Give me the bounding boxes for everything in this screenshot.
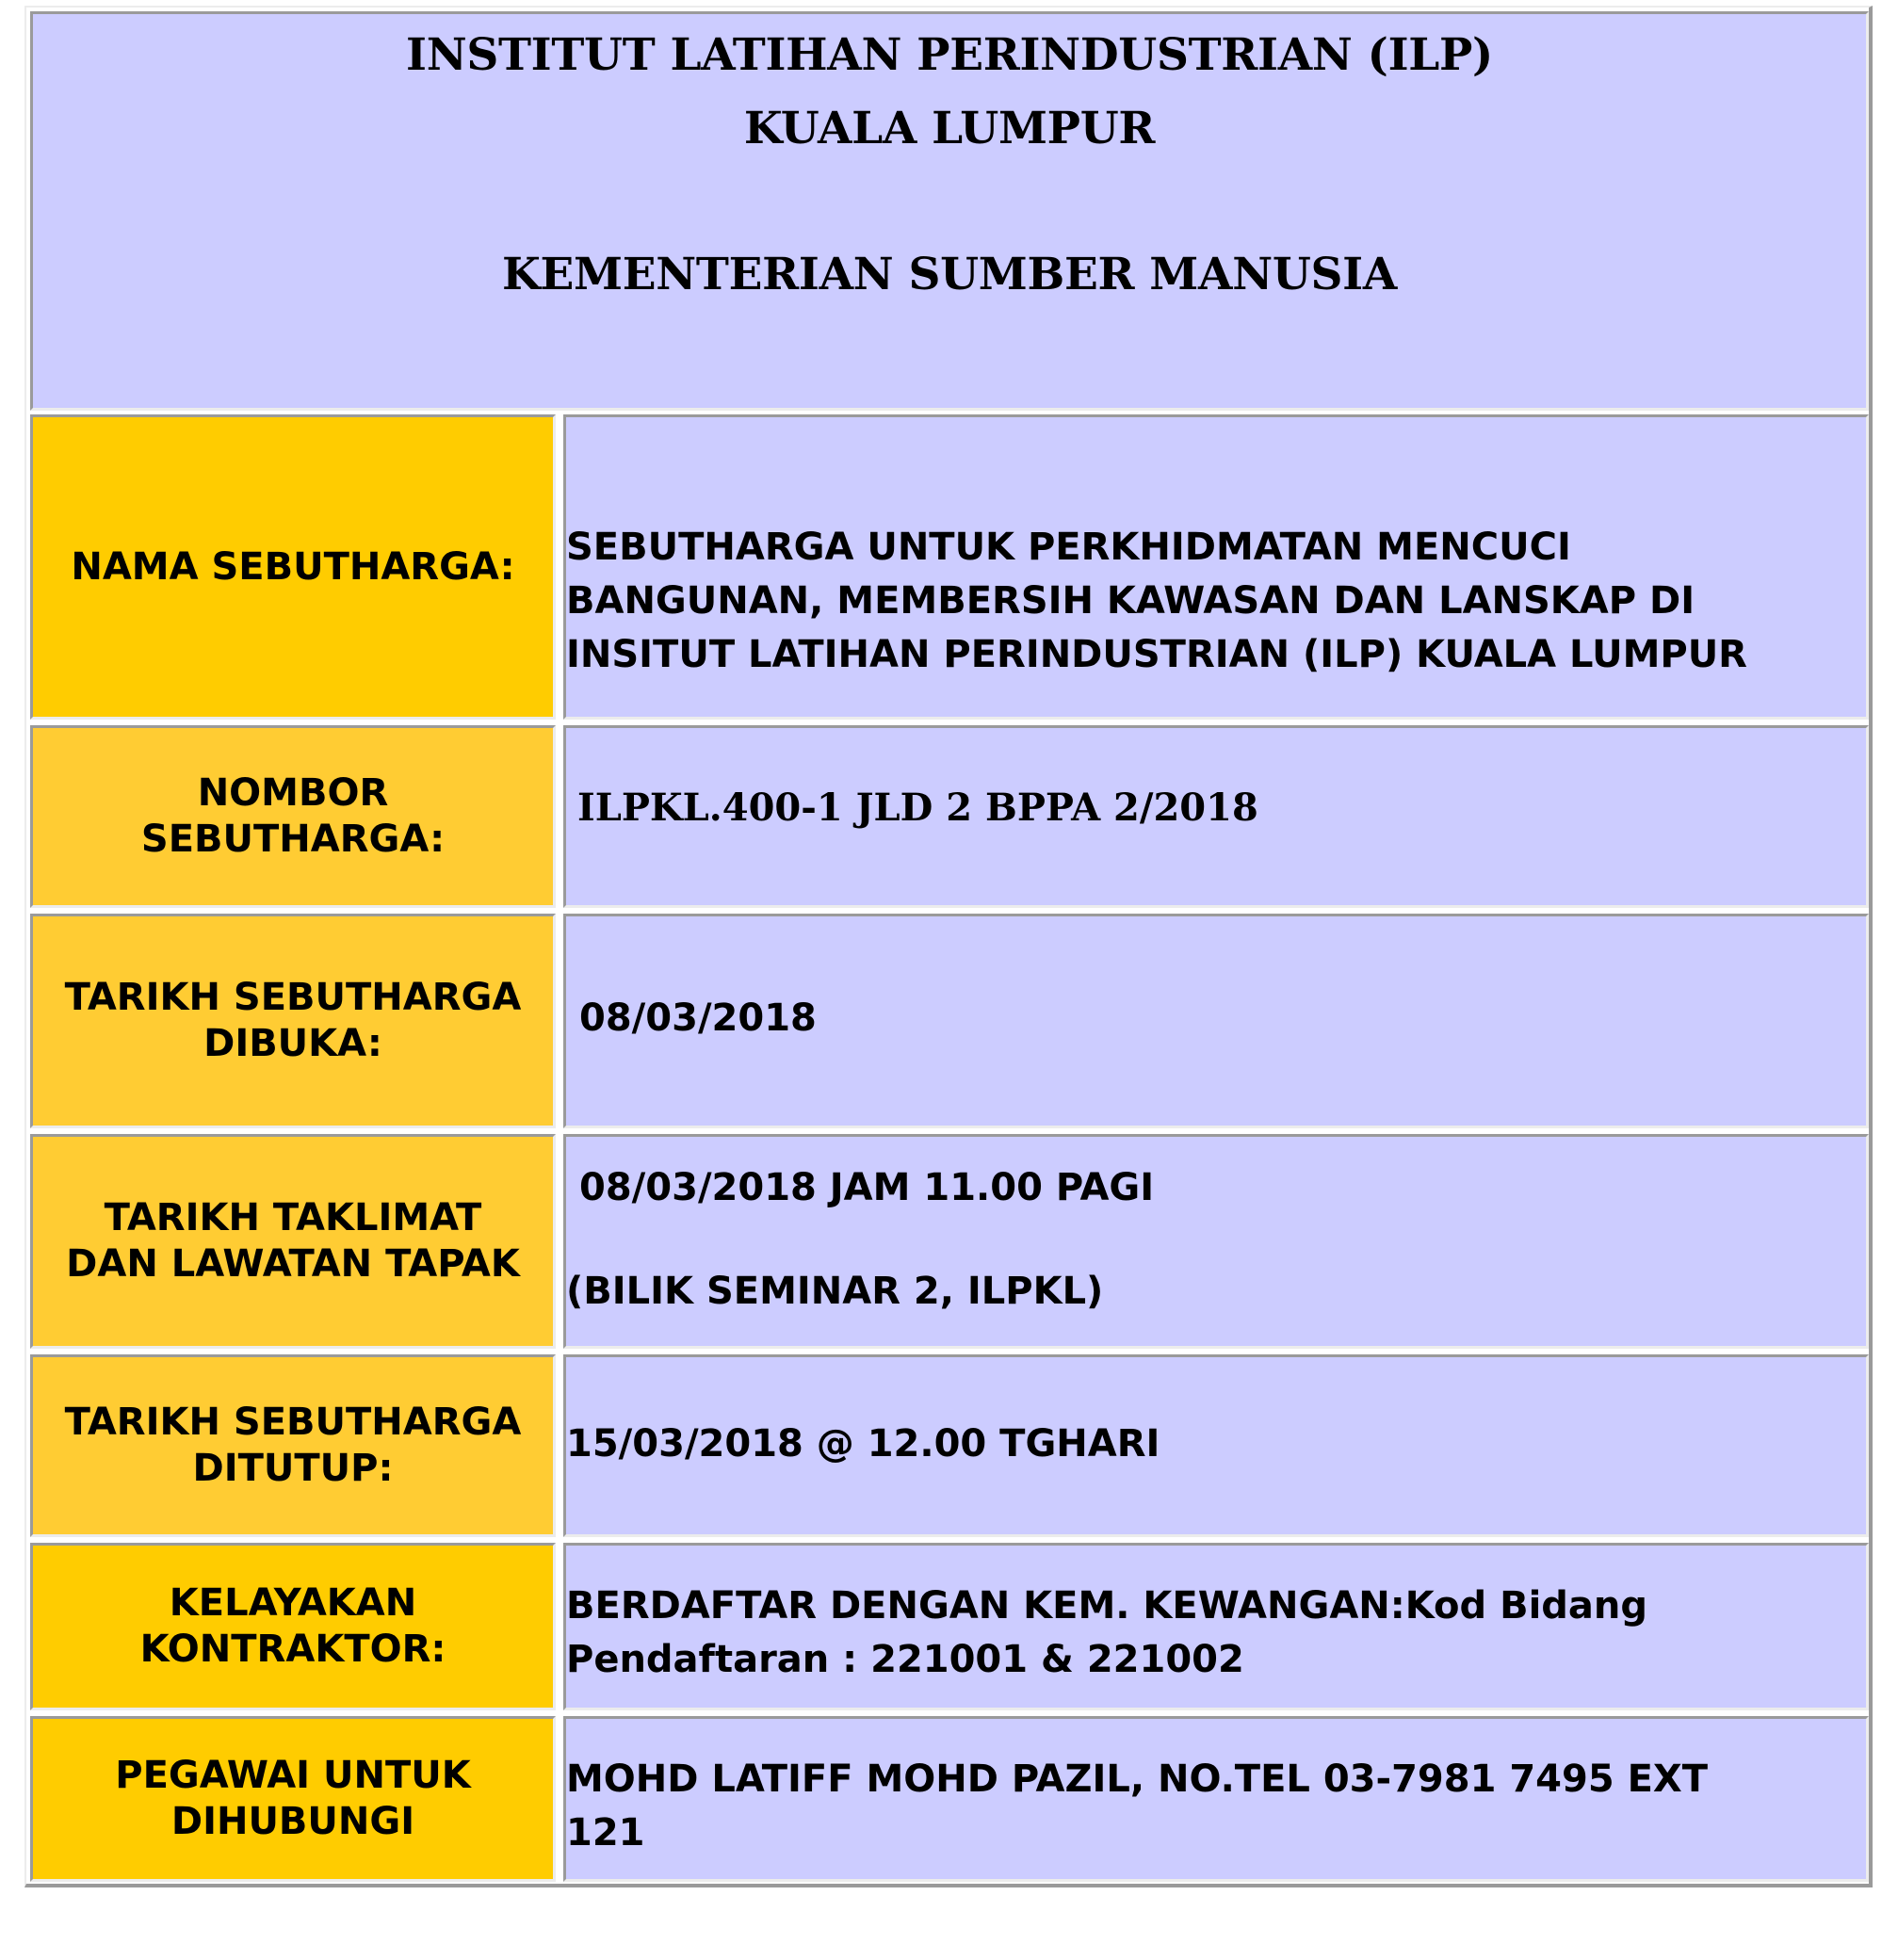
institute-location: KUALA LUMPUR (743, 103, 1156, 154)
header-cell (30, 11, 1869, 411)
label-nama-sebutharga (30, 414, 556, 720)
label-text: TARIKH SEBUTHARGA DITUTUP: (64, 1401, 522, 1490)
institute-title: INSTITUT LATIHAN PERINDUSTRIAN (ILP) (406, 29, 1493, 81)
value-tarikh-taklimat (563, 1134, 1869, 1349)
value-nama-sebutharga (563, 414, 1869, 720)
ministry-name: KEMENTERIAN SUMBER MANUSIA (501, 249, 1398, 300)
contact-officer-text: MOHD LATIFF MOHD PAZIL, NO.TEL 03-7981 7495 EXT 121 (566, 1758, 1709, 1855)
value-tarikh-dibuka (563, 914, 1869, 1128)
closing-date-text: 15/03/2018 @ 12.00 TGHARI (566, 1422, 1160, 1466)
label-nombor-sebutharga (30, 725, 556, 908)
tender-name-text: SEBUTHARGA UNTUK PERKHIDMATAN MENCUCI BANGUNAN, MEMBERSIH KAWASAN DAN LANSKAP DI INSITUT LATIHAN PERINDUSTRIAN (ILP) KUALA LUMPUR (566, 526, 1747, 676)
label-tarikh-dibuka (30, 914, 556, 1128)
briefing-date-text: 08/03/2018 JAM 11.00 PAGI (579, 1166, 1155, 1209)
tender-notice-table (24, 6, 1873, 1887)
value-pegawai-dihubungi (563, 1716, 1869, 1882)
label-tarikh-ditutup (30, 1354, 556, 1537)
value-kelayakan-kontraktor (563, 1543, 1869, 1710)
label-text: TARIKH SEBUTHARGA DIBUKA: (64, 976, 522, 1065)
briefing-venue-text: (BILIK SEMINAR 2, ILPKL) (566, 1270, 1104, 1313)
label-kelayakan-kontraktor (30, 1543, 556, 1710)
label-text: TARIKH TAKLIMAT DAN LAWATAN TAPAK (66, 1196, 520, 1286)
label-text: NAMA SEBUTHARGA: (71, 544, 515, 589)
label-text: PEGAWAI UNTUK DIHUBUNGI (115, 1754, 471, 1843)
label-pegawai-dihubungi (30, 1716, 556, 1882)
label-text: NOMBOR SEBUTHARGA: (140, 771, 446, 861)
tender-number-text: ILPKL.400-1 JLD 2 BPPA 2/2018 (577, 786, 1258, 830)
label-text: KELAYAKAN KONTRAKTOR: (139, 1581, 446, 1671)
value-nombor-sebutharga (563, 725, 1869, 908)
value-tarikh-ditutup (563, 1354, 1869, 1537)
label-tarikh-taklimat (30, 1134, 556, 1349)
contractor-qualification-text: BERDAFTAR DENGAN KEM. KEWANGAN:Kod Bidang Pendaftaran : 221001 & 221002 (566, 1584, 1648, 1681)
opening-date-text: 08/03/2018 (579, 996, 817, 1040)
